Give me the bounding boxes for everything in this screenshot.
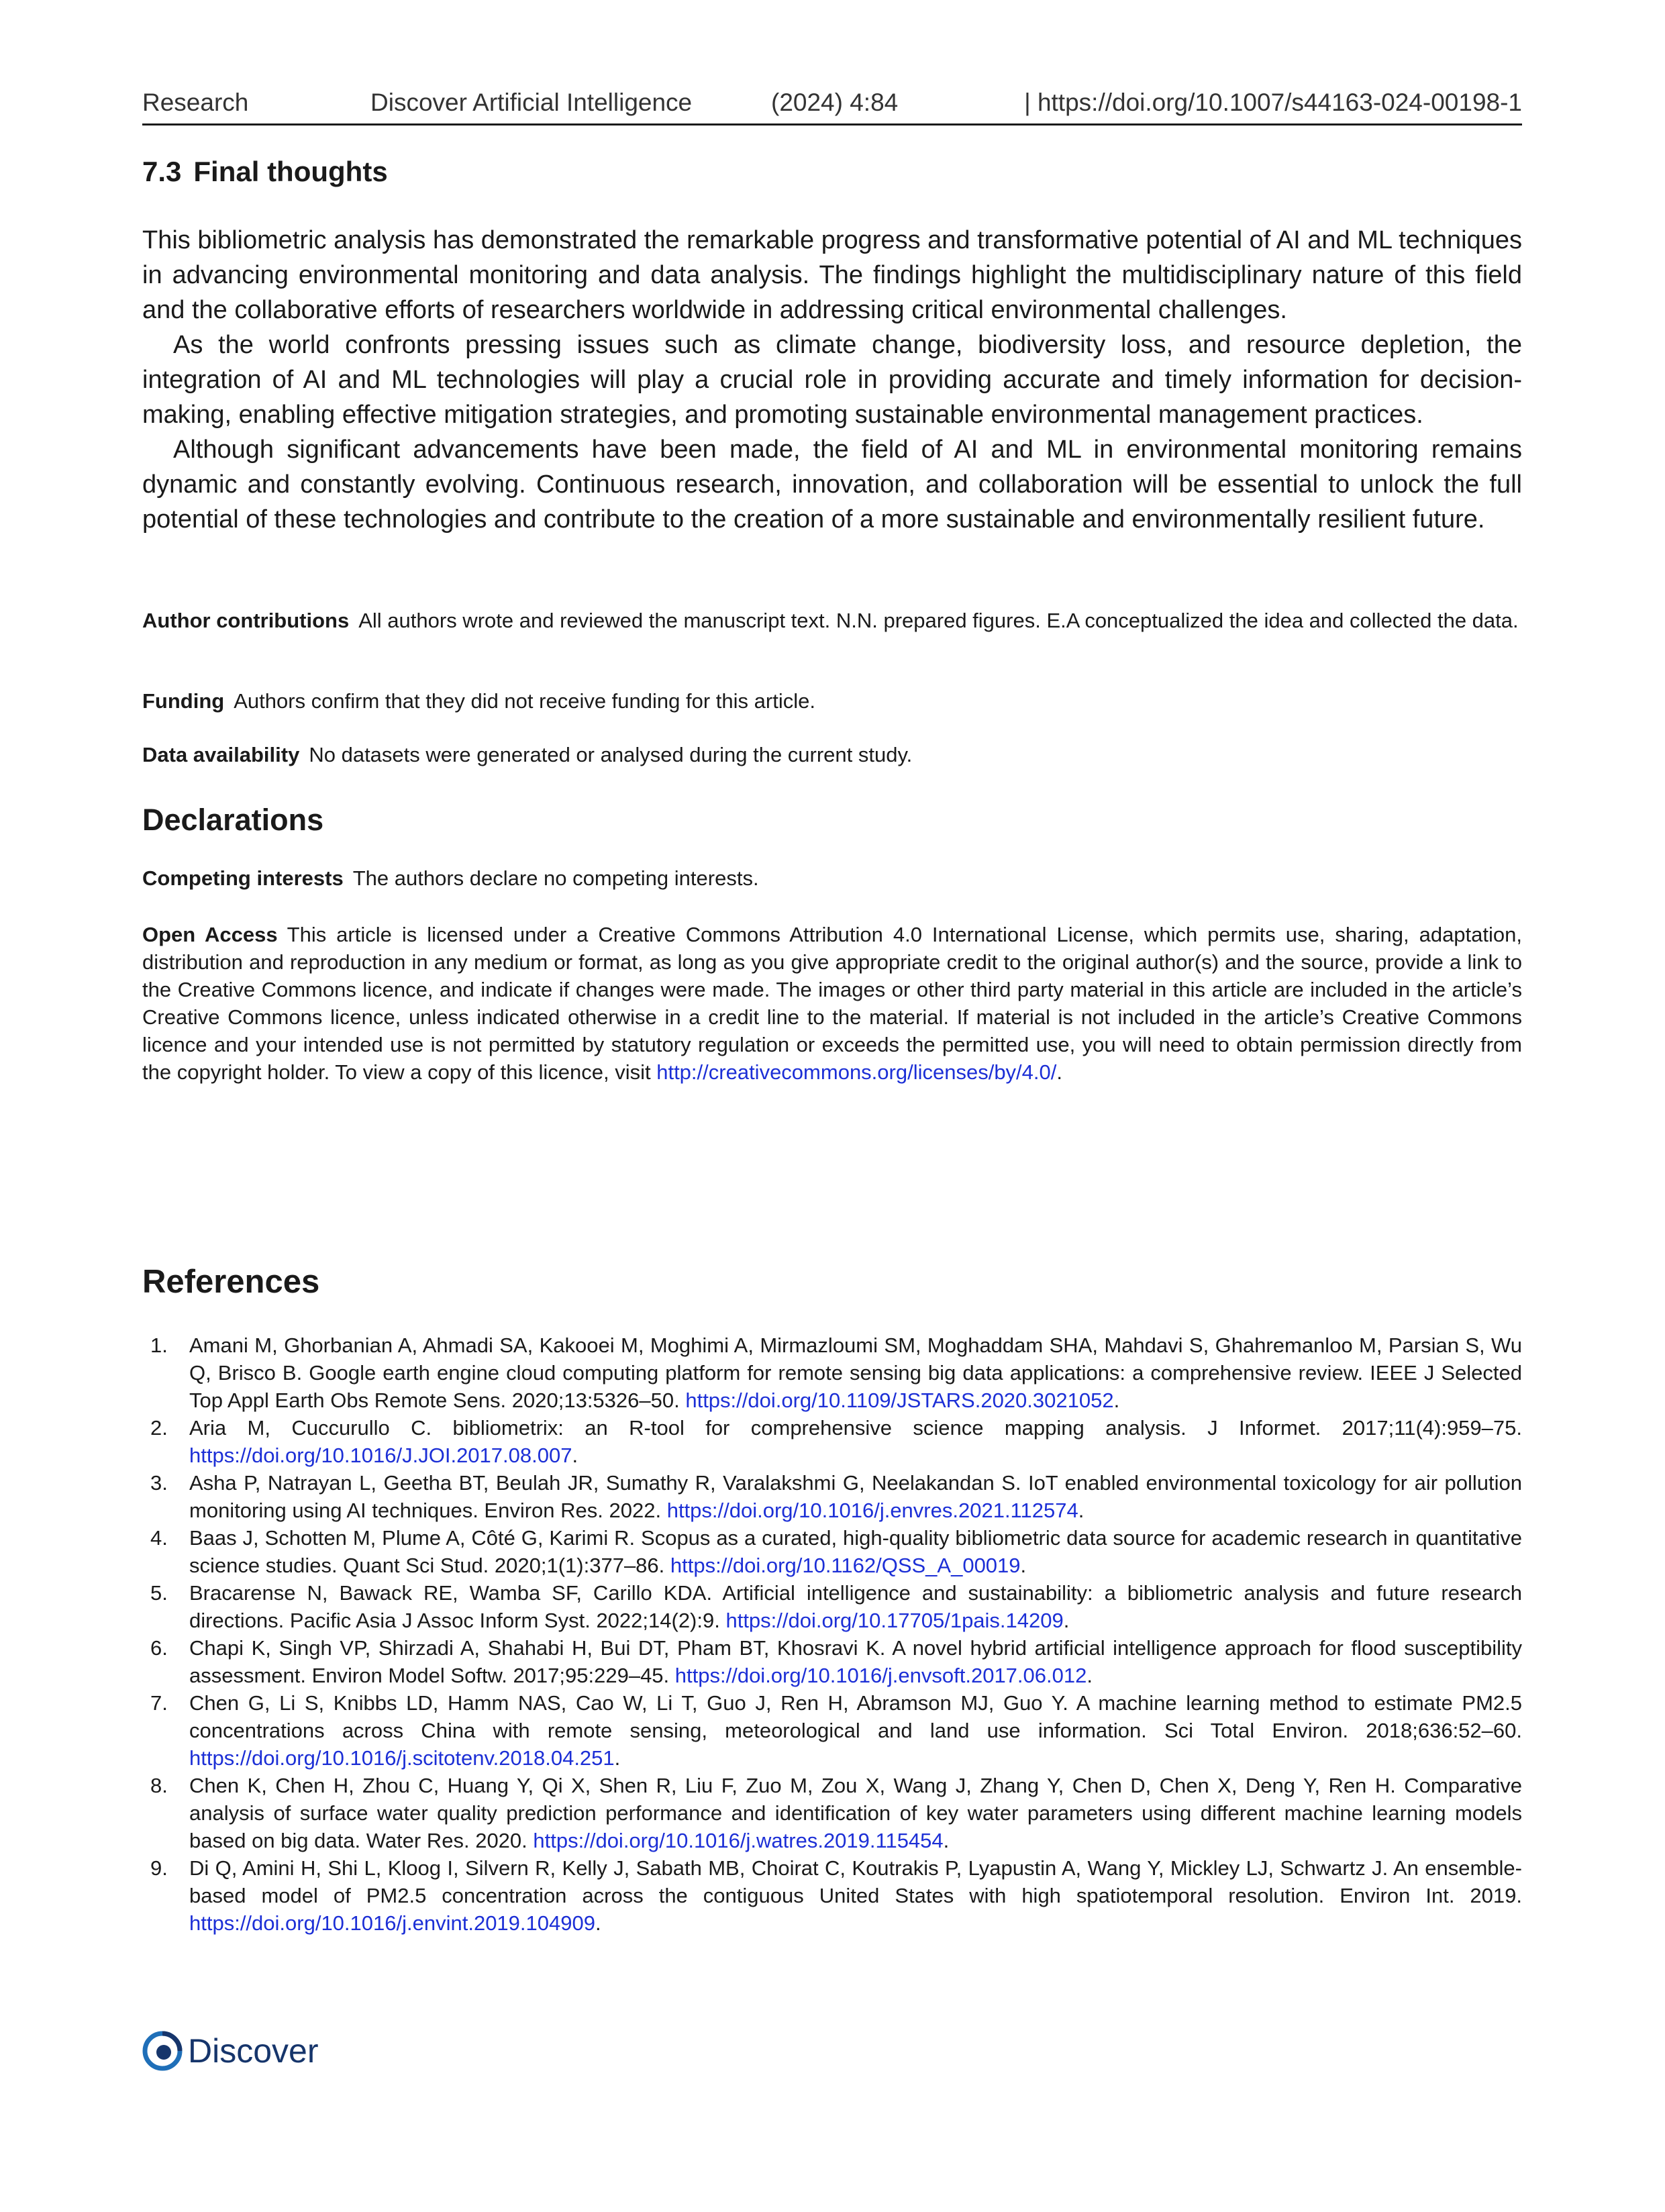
data-availability-statement: [142, 741, 1522, 768]
reference-text: Bracarense N, Bawack RE, Wamba SF, Carillo KDA. Artificial intelligence and sustainability: a bibliometric analysis and future research directions. Pacific Asia J Assoc Inform Syst. 2022;14(2):9.: [189, 1581, 1522, 1632]
reference-text: Chen G, Li S, Knibbs LD, Hamm NAS, Cao W, Li T, Guo J, Ren H, Abramson MJ, Guo Y. A machine learning method to estimate PM2.5 concentrations across China with remote sensing, meteorological and land use information. Sci Total Environ. 2018;636:52–60.: [189, 1691, 1522, 1742]
statement-text: The authors declare no competing interests.: [352, 866, 759, 890]
header-section-label: Research: [142, 89, 249, 116]
reference-item: [142, 1331, 1522, 1414]
punctuation: .: [1056, 1060, 1063, 1084]
statement-label: Author contributions: [142, 609, 350, 632]
statement-text: Authors confirm that they did not receive funding for this article.: [234, 689, 815, 713]
final-thoughts-body: [142, 223, 1522, 537]
reference-item: [142, 1854, 1522, 1937]
reference-doi-link[interactable]: https://doi.org/10.1016/j.envint.2019.104909: [189, 1911, 595, 1935]
reference-number: 1.: [150, 1334, 168, 1357]
punctuation: .: [1063, 1609, 1070, 1632]
reference-text: Asha P, Natrayan L, Geetha BT, Beulah JR, Sumathy R, Varalakshmi G, Neelakandan S. IoT enabled environmental toxicology for air pollution monitoring using AI techniques. Environ Res. 2022.: [189, 1471, 1522, 1522]
reference-doi-link[interactable]: https://doi.org/10.1016/j.envres.2021.112574: [666, 1499, 1078, 1522]
header-doi: | https://doi.org/10.1007/s44163-024-00198-1: [1024, 89, 1522, 116]
reference-text: Chapi K, Singh VP, Shirzadi A, Shahabi H, Bui DT, Pham BT, Khosravi K. A novel hybrid artificial intelligence approach for flood susceptibility assessment. Environ Model Softw. 2017;95:229–45.: [189, 1636, 1522, 1687]
punctuation: .: [614, 1746, 621, 1770]
reference-text: Baas J, Schotten M, Plume A, Côté G, Karimi R. Scopus as a curated, high-quality bibliometric data source for academic research in quantitative science studies. Quant Sci Stud. 2020;1(1):377–86.: [189, 1526, 1522, 1577]
reference-number: 2.: [150, 1416, 168, 1440]
reference-item: [142, 1689, 1522, 1772]
section-heading-final-thoughts: [142, 156, 388, 188]
reference-list: [142, 1331, 1522, 1937]
paragraph: As the world confronts pressing issues such as climate change, biodiversity loss, and resource depletion, the integration of AI and ML technologies will play a crucial role in providing accurate and timely information for decision-making, enabling effective mitigation strategies, and promoting sustainable environmental management practices.: [142, 331, 1522, 429]
reference-doi-link[interactable]: https://doi.org/10.17705/1pais.14209: [725, 1609, 1064, 1632]
punctuation: .: [1020, 1554, 1027, 1577]
header-journal-name: Discover Artificial Intelligence: [370, 89, 693, 116]
author-contributions: [142, 607, 1522, 634]
reference-text: Chen K, Chen H, Zhou C, Huang Y, Qi X, Shen R, Liu F, Zuo M, Zou X, Wang J, Zhang Y, Chen D, Chen X, Deng Y, Ren H. Comparative analysis of surface water quality prediction performance and identification of key water parameters using different machine learning models based on big data. Water Res. 2020.: [189, 1774, 1522, 1852]
reference-item: [142, 1524, 1522, 1579]
punctuation: .: [1087, 1664, 1093, 1687]
statement-text: No datasets were generated or analysed during the current study.: [309, 743, 913, 766]
reference-number: 8.: [150, 1774, 168, 1797]
reference-text: Amani M, Ghorbanian A, Ahmadi SA, Kakooei M, Moghimi A, Mirmazloumi SM, Moghaddam SHA, Mahdavi S, Ghahremanloo M, Parsian S, Wu Q, Brisco B. Google earth engine cloud computing platform for remote sensing big data applications: a comprehensive review. IEEE J Selected Top Appl Earth Obs Remote Sens. 2020;13:5326–50.: [189, 1334, 1522, 1412]
reference-doi-link[interactable]: https://doi.org/10.1162/QSS_A_00019: [670, 1554, 1021, 1577]
open-access-statement: [142, 921, 1522, 1086]
section-title: Final thoughts: [193, 156, 388, 187]
declarations-heading: Declarations: [142, 803, 324, 837]
funding-statement: [142, 687, 1522, 715]
punctuation: .: [943, 1829, 950, 1852]
discover-logo: [142, 2029, 318, 2072]
running-header: [142, 86, 1522, 125]
reference-doi-link[interactable]: https://doi.org/10.1016/j.scitotenv.2018.04.251: [189, 1746, 615, 1770]
statement-text: This article is licensed under a Creative Commons Attribution 4.0 International License, which permits use, sharing, adaptation, distribution and reproduction in any medium or format, as long as you give appropriate credit to the original author(s) and the source, provide a link to the Creative Commons licence, and indicate if changes were made. The images or other third party material in this article are included in the article’s Creative Commons licence, unless indicated otherwise in a credit line to the material. If material is not included in the article’s Creative Commons licence and your intended use is not permitted by statutory regulation or exceeds the permitted use, you will need to obtain permission directly from the copyright holder. To view a copy of this licence, visit: [142, 923, 1522, 1084]
brand-wordmark: Discover: [188, 2032, 319, 2070]
reference-number: 7.: [150, 1691, 168, 1715]
reference-doi-link[interactable]: https://doi.org/10.1016/j.envsoft.2017.06.012: [674, 1664, 1087, 1687]
reference-text: Aria M, Cuccurullo C. bibliometrix: an R-tool for comprehensive science mapping analysis. J Informet. 2017;11(4):959–75.: [189, 1416, 1522, 1440]
reference-item: [142, 1414, 1522, 1469]
punctuation: .: [1078, 1499, 1084, 1522]
reference-item: [142, 1634, 1522, 1689]
punctuation: .: [595, 1911, 601, 1935]
statement-label: Funding: [142, 689, 225, 713]
statement-label: Data availability: [142, 743, 300, 766]
license-link[interactable]: http://creativecommons.org/licenses/by/4.0/: [656, 1060, 1057, 1084]
reference-text: Di Q, Amini H, Shi L, Kloog I, Silvern R, Kelly J, Sabath MB, Choirat C, Koutrakis P, Lyapustin A, Wang Y, Mickley LJ, Schwartz J. An ensemble-based model of PM2.5 concentration across the contiguous United States with high spatiotemporal resolution. Environ Int. 2019.: [189, 1856, 1522, 1907]
punctuation: .: [1113, 1389, 1120, 1412]
reference-number: 3.: [150, 1471, 168, 1495]
reference-item: [142, 1772, 1522, 1854]
header-year-volume: (2024) 4:84: [771, 89, 899, 116]
statement-text: All authors wrote and reviewed the manuscript text. N.N. prepared figures. E.A conceptualized the idea and collected the data.: [358, 609, 1519, 632]
references-heading: References: [142, 1264, 320, 1300]
punctuation: .: [572, 1444, 578, 1467]
statement-label: Open Access: [142, 923, 278, 946]
statement-label: Competing interests: [142, 866, 344, 890]
paragraph: This bibliometric analysis has demonstrated the remarkable progress and transformative potential of AI and ML techniques in advancing environmental monitoring and data analysis. The findings highlight the multidisciplinary nature of this field and the collaborative efforts of researchers worldwide in addressing critical environmental challenges.: [142, 226, 1522, 324]
paragraph: Although significant advancements have been made, the field of AI and ML in environmental monitoring remains dynamic and constantly evolving. Continuous research, innovation, and collaboration will be essential to unlock the full potential of these technologies and contribute to the creation of a more sustainable and environmentally resilient future.: [142, 436, 1522, 534]
reference-number: 9.: [150, 1856, 168, 1880]
reference-number: 6.: [150, 1636, 168, 1660]
reference-doi-link[interactable]: https://doi.org/10.1016/J.JOI.2017.08.007: [189, 1444, 572, 1467]
reference-number: 4.: [150, 1526, 168, 1550]
reference-number: 5.: [150, 1581, 168, 1605]
reference-doi-link[interactable]: https://doi.org/10.1109/JSTARS.2020.3021052: [685, 1389, 1114, 1412]
competing-interests-statement: [142, 864, 1522, 892]
section-number: 7.3: [142, 156, 182, 187]
reference-doi-link[interactable]: https://doi.org/10.1016/j.watres.2019.115454: [533, 1829, 944, 1852]
reference-item: [142, 1469, 1522, 1524]
discover-logo-icon: [142, 2031, 183, 2071]
reference-item: [142, 1579, 1522, 1634]
